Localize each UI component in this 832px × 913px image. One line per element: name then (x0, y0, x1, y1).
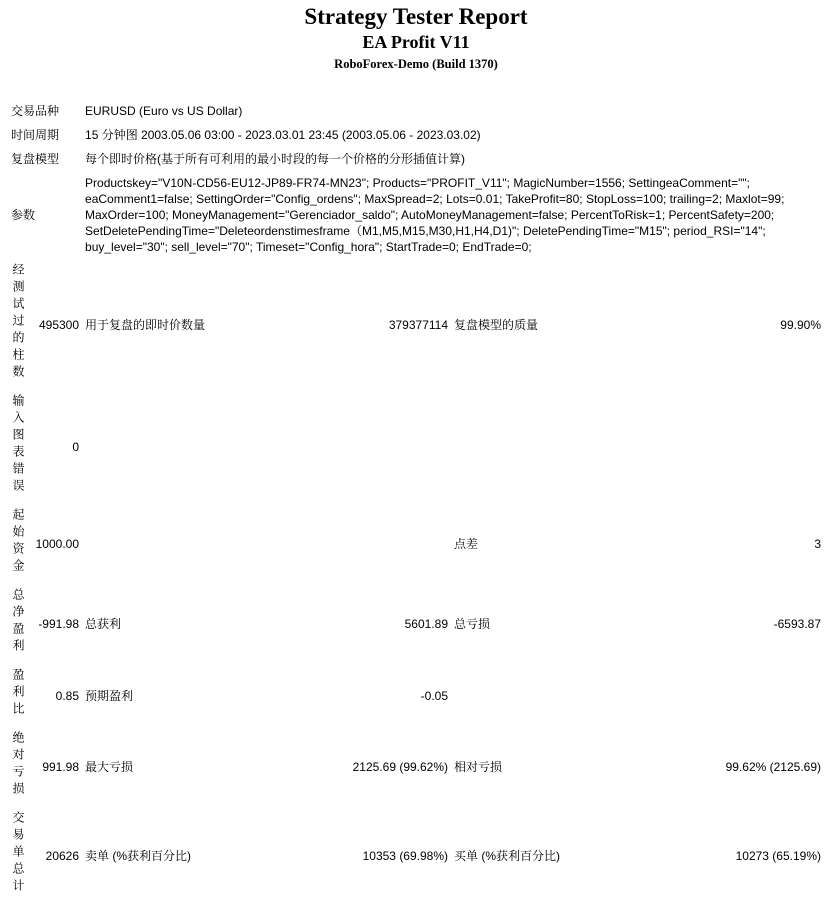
value-cell: 99.62% (2125.69) (725, 760, 821, 774)
summary-table (8, 98, 824, 905)
value-cell: 1000.00 (35, 537, 80, 551)
value-cell: 99.90% (780, 317, 821, 332)
row-total-net-profit (8, 585, 824, 663)
row-period (8, 124, 824, 146)
row-parameters (8, 172, 824, 258)
row-initial-deposit (8, 505, 824, 583)
value-cell: 0.85 (55, 688, 80, 703)
metric-label (82, 505, 338, 583)
metric-label: 最大亏损 (85, 760, 134, 774)
row-vertical-label (8, 585, 30, 663)
value-cell: 10273 (65.19%) (735, 848, 821, 863)
row-label-text: 输入图表错误 (11, 394, 25, 496)
row-label-text: 起始资金 (11, 508, 25, 576)
metric-label (451, 665, 651, 726)
value-cell (338, 391, 451, 503)
row-vertical-label (8, 808, 30, 903)
row-label-text: 交易单总计 (11, 811, 25, 896)
symbol-value: EURUSD (Euro vs US Dollar) (85, 104, 243, 118)
info-label: 时间周期 (11, 128, 60, 142)
metric-label: 卖单 (%获利百分比) (85, 848, 192, 863)
metric-label: 复盘模型的质量 (454, 317, 539, 332)
row-bars-tested (8, 260, 824, 389)
info-label: 参数 (11, 208, 36, 222)
value-cell: 495300 (38, 317, 80, 332)
parameters-value: Productskey="V10N-CD56-EU12-JP89-FR74-MN23"; Products="PROFIT_V11"; MagicNumber=1556; SettingeaComment=""; eaComment1=false; SettingOrder="Config_ordens"; MaxSpread=2; Lots=0.01; TakeProfit=80; StopLoss=100; trailing=2; Maxlot=99; MaxOrder=100; MoneyManagement="Gerenciador_saldo"; AutoMoneyManagement=false; PercentToRisk=1; PercentSafety=200; SetDeletePendingTime="Deleteordenstimesframe（M1,M5,M15,M30,H1,H4,D1)"; DeletePendingTime="M15"; period_RSI="14"; buy_level="30"; sell_level="70"; Timeset="Config_hora"; StartTrade=0; EndTrade=0; (85, 176, 785, 254)
row-vertical-label (8, 391, 30, 503)
metric-label: 用于复盘的即时价数量 (85, 317, 206, 332)
metric-label: 买单 (%获利百分比) (454, 848, 561, 863)
value-cell: -6593.87 (773, 617, 821, 631)
row-profit-factor (8, 665, 824, 726)
row-model (8, 148, 824, 170)
metric-label: 总亏损 (454, 617, 491, 631)
value-cell: -991.98 (38, 617, 80, 631)
row-vertical-label (8, 505, 30, 583)
value-cell: 2125.69 (99.62%) (352, 760, 449, 774)
server-build: RoboForex-Demo (Build 1370) (334, 57, 498, 71)
value-cell: 5601.89 (404, 617, 449, 631)
row-mismatched-charts-errors (8, 391, 824, 503)
metric-label: 相对亏损 (454, 760, 503, 774)
row-vertical-label (8, 728, 30, 806)
value-cell: -0.05 (420, 688, 449, 703)
value-cell (338, 505, 451, 583)
metric-label: 预期盈利 (85, 688, 134, 703)
row-absolute-drawdown (8, 728, 824, 806)
value-cell (651, 665, 824, 726)
ea-name: EA Profit V11 (362, 32, 470, 52)
row-vertical-label (8, 260, 30, 389)
row-label-text: 绝对亏损 (11, 731, 25, 799)
value-cell (651, 391, 824, 503)
period-value: 15 分钟图 2003.05.06 03:00 - 2023.03.01 23:45 (2003.05.06 - 2023.03.02) (85, 128, 481, 142)
value-cell: 3 (814, 537, 821, 551)
info-label: 交易品种 (11, 104, 60, 118)
metric-label: 总获利 (85, 617, 122, 631)
value-cell: 20626 (45, 848, 80, 863)
row-label-text: 总净盈利 (11, 588, 25, 656)
row-label-text: 盈利比 (11, 668, 25, 719)
value-cell: 991.98 (42, 760, 80, 774)
value-cell: 379377114 (388, 317, 449, 332)
metric-label: 点差 (454, 537, 479, 551)
value-cell: 10353 (69.98%) (362, 848, 449, 863)
info-label: 复盘模型 (11, 152, 60, 166)
row-label-text: 经测试过的柱数 (11, 263, 25, 382)
row-vertical-label (8, 665, 30, 726)
row-total-trades (8, 808, 824, 903)
metric-label (451, 391, 651, 503)
value-cell: 0 (72, 440, 80, 454)
metric-label (82, 391, 338, 503)
model-value: 每个即时价格(基于所有可利用的最小时段的每一个价格的分形插值计算) (85, 152, 466, 166)
report-header (8, 4, 824, 72)
row-symbol (8, 100, 824, 122)
report-title: Strategy Tester Report (304, 4, 528, 29)
